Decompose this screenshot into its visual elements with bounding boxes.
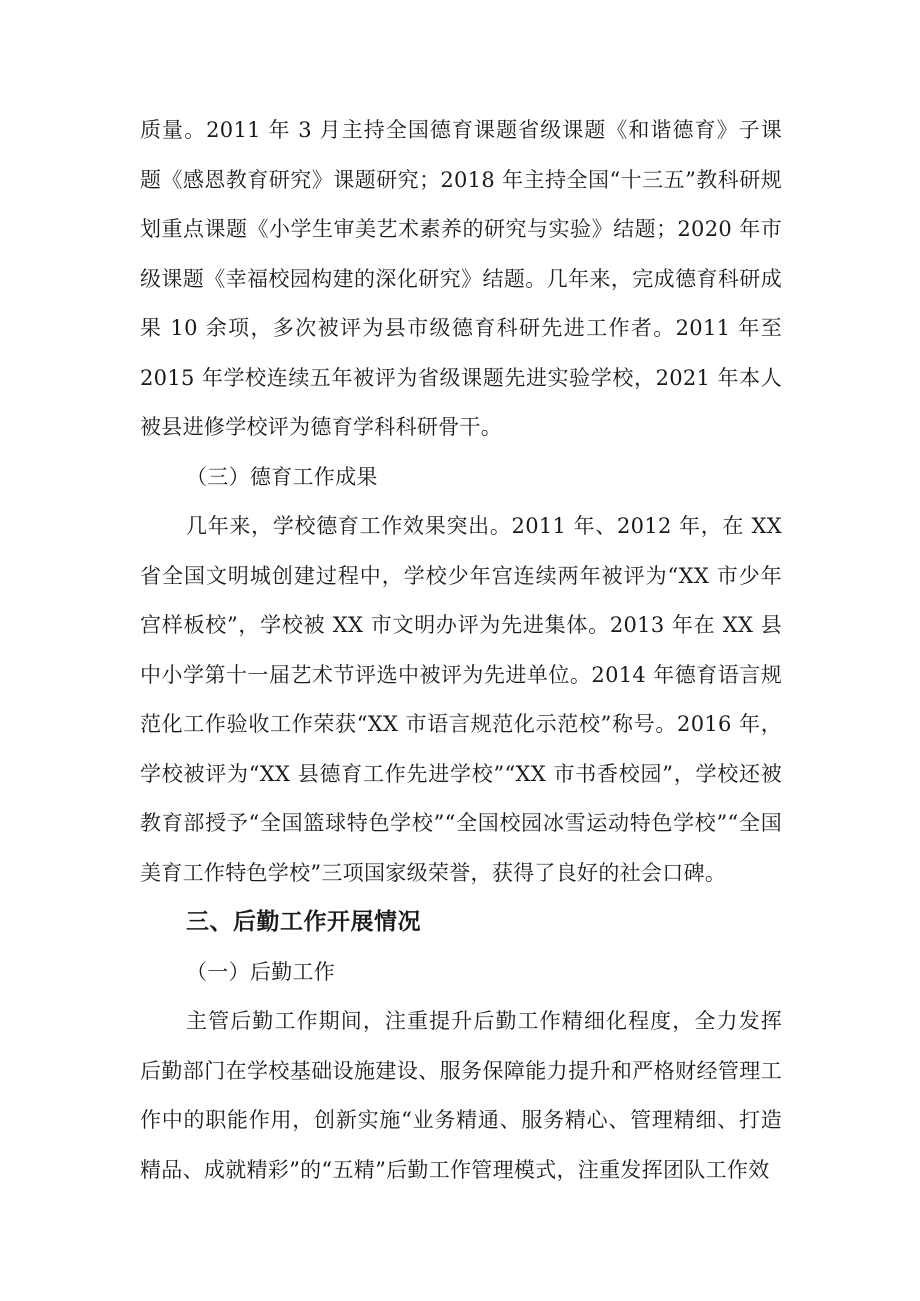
subheading-logistics-work: （一）后勤工作 [186, 959, 336, 984]
paragraph-moral-education-achievements: 几年来，学校德育工作效果突出。2011 年、2012 年，在 XX 省全国文明城创建过程中，学校少年宫连续两年被评为“XX 市少年宫样板校”，学校被 XX 市文明办评为先进集体。2013 年在 XX 县中小学第十一届艺术节评选中被评为先进单位。2014 年德育语言规范化工作验收工作荣获“XX 市语言规范化示范校”称号。2016 年，学校被评为“XX 县德育工作先进学校”“XX 市书香校园”，学校还被教育部授予“全国篮球特色学校”“全国校园冰雪运动特色学校”“全国美育工作特色学校”三项国家级荣誉，获得了良好的社会口碑。 [140, 514, 782, 885]
paragraph-research-results: 质量。2011 年 3 月主持全国德育课题省级课题《和谐德育》子课题《感恩教育研究》课题研究；2018 年主持全国“十三五”教科研规划重点课题《小学生审美艺术素养的研究与实验》结题；2020 年市级课题《幸福校园构建的深化研究》结题。几年来，完成德育科研成果 10 余项，多次被评为县市级德育科研先进工作者。2011 年至 2015 年学校连续五年被评为省级课题先进实验学校，2021 年本人被县进修学校评为德育学科科研骨干。 [140, 118, 782, 439]
subheading-moral-education-results: （三）德育工作成果 [186, 464, 378, 489]
document-body [140, 106, 782, 1195]
paragraph-logistics-management: 主管后勤工作期间，注重提升后勤工作精细化程度，全力发挥后勤部门在学校基础设施建设、服务保障能力提升和严格财经管理工作中的职能作用，创新实施“业务精通、服务精心、管理精细、打造精品、成就精彩”的“五精”后勤工作管理模式，注重发挥团队工作效 [140, 1009, 782, 1182]
section-heading-logistics: 三、后勤工作开展情况 [186, 909, 421, 935]
